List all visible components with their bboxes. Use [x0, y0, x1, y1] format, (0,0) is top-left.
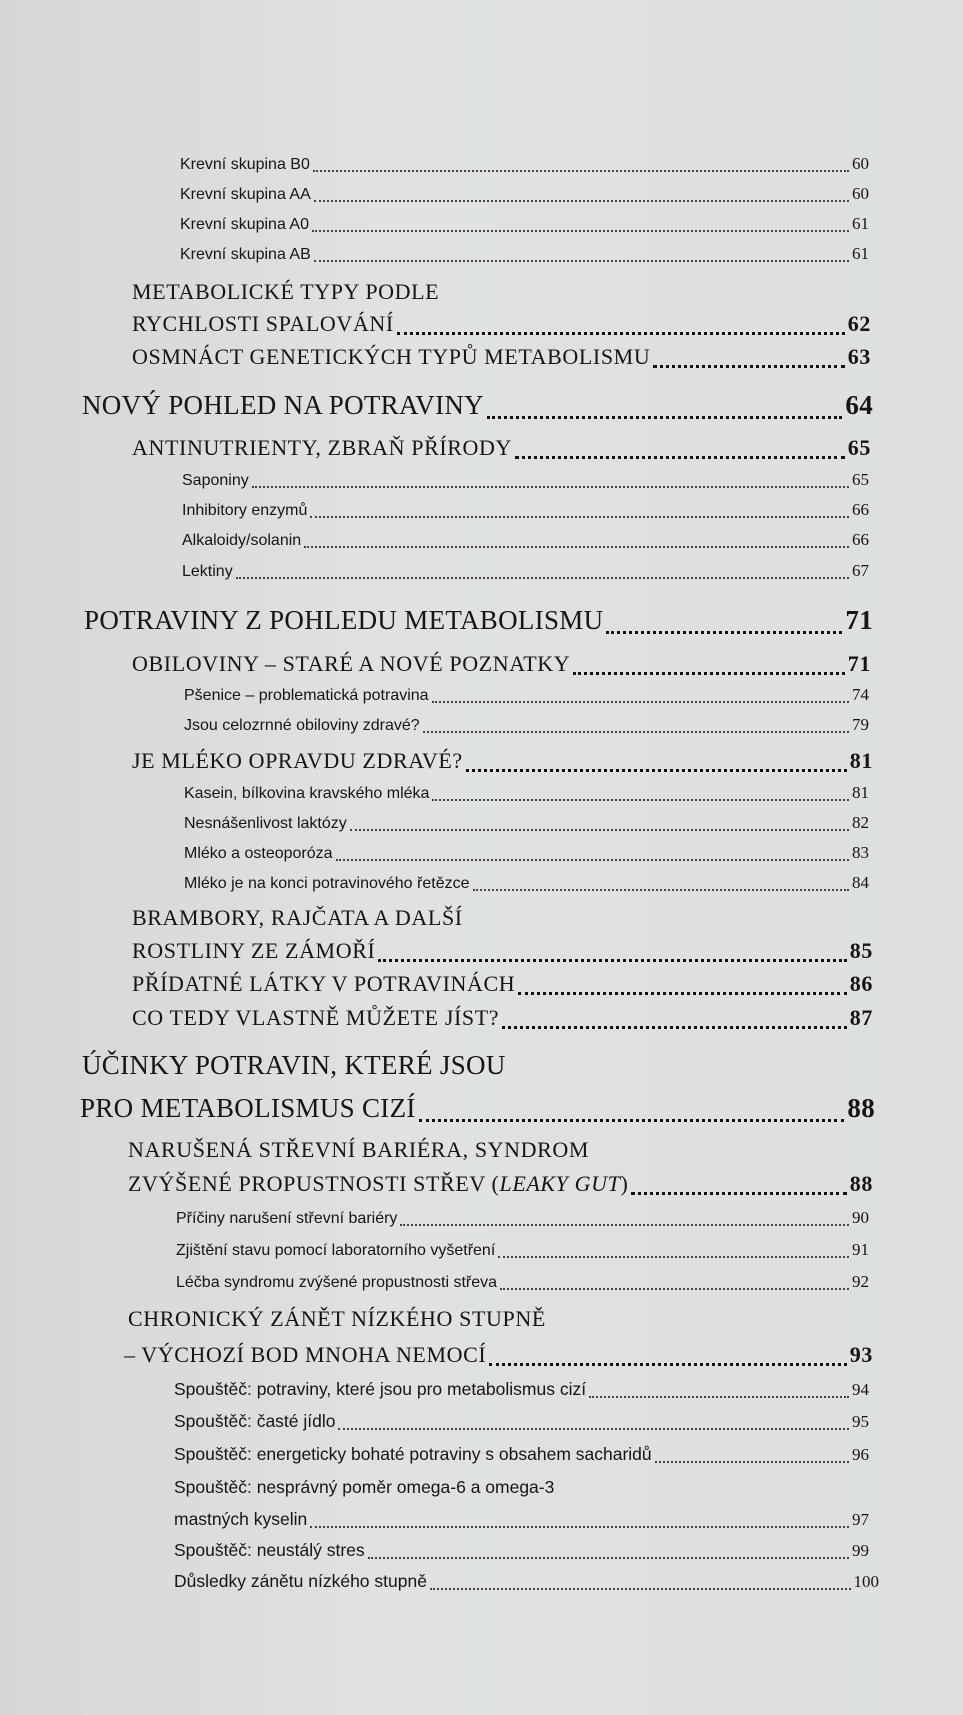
dot-leader: [368, 1545, 849, 1559]
toc-entry-title: Krevní skupina A0: [180, 216, 309, 233]
dot-leader: [313, 159, 849, 172]
toc-entry-page: 100: [853, 1572, 879, 1591]
toc-entry-title: OSMNÁCT GENETICKÝCH TYPŮ METABOLISMU: [132, 344, 651, 369]
toc-entry: [132, 344, 871, 370]
toc-entry-page: 74: [852, 685, 869, 704]
toc-entry-title: ROSTLINY ZE ZÁMOŘÍ: [132, 938, 376, 963]
toc-entry-title: ZVÝŠENÉ PROPUSTNOSTI STŘEV (LEAKY GUT): [128, 1171, 629, 1196]
dot-leader: [606, 612, 842, 634]
toc-entry: [124, 1342, 873, 1368]
toc-entry-page: 71: [847, 651, 871, 676]
toc-entry-title: Pšenice – problematická potravina: [184, 687, 429, 704]
toc-entry: [132, 938, 873, 964]
toc-entry-page: 93: [849, 1342, 873, 1367]
toc-entry-page: 64: [845, 390, 873, 420]
toc-entry-page: 85: [849, 938, 873, 963]
toc-entry-title: Kasein, bílkovina kravského mléka: [184, 785, 430, 802]
toc-entry-title: OBILOVINY – STARÉ A NOVÉ POZNATKY: [132, 651, 571, 676]
toc-entry: [182, 530, 869, 550]
toc-entry: [132, 435, 871, 461]
toc-entry-page: 91: [852, 1240, 869, 1259]
toc-entry-page: 81: [852, 783, 869, 802]
dot-leader: [378, 944, 846, 962]
toc-entry-title-line: Spouštěč: nesprávný poměr omega-6 a omega-3: [174, 1477, 555, 1497]
dot-leader: [500, 1277, 849, 1290]
toc-entry-title: Důsledky zánětu nízkého stupně: [174, 1571, 427, 1591]
dot-leader: [312, 219, 849, 232]
dot-leader: [350, 818, 849, 831]
toc-entry: [176, 1240, 869, 1260]
toc-entry: [132, 651, 871, 677]
dot-leader: [518, 977, 847, 995]
toc-entry: [180, 184, 869, 204]
toc-entry: [184, 813, 869, 833]
dot-leader: [314, 189, 849, 202]
toc-entry: [184, 685, 869, 705]
toc-entry-page: 87: [849, 1005, 873, 1030]
toc-entry-page: 96: [852, 1445, 869, 1464]
toc-entry: [182, 500, 869, 520]
toc-entry-title: NOVÝ POHLED NA POTRAVINY: [82, 390, 484, 420]
toc-entry-title-line: CHRONICKÝ ZÁNĚT NÍZKÉHO STUPNĚ: [128, 1306, 546, 1331]
toc-entry-title: JE MLÉKO OPRAVDU ZDRAVÉ?: [132, 748, 463, 773]
dot-leader: [236, 566, 849, 579]
toc-entry: [176, 1208, 869, 1228]
toc-entry-title: Krevní skupina AB: [180, 246, 311, 263]
dot-leader: [655, 1449, 849, 1463]
toc-entry-title: mastných kyselin: [174, 1509, 308, 1529]
dot-leader: [589, 1384, 849, 1398]
dot-leader: [336, 848, 849, 861]
toc-entry-title: Lektiny: [182, 563, 233, 580]
toc-entry: [184, 783, 869, 803]
toc-entry: [82, 390, 873, 421]
toc-entry-title: Saponiny: [182, 472, 249, 489]
dot-leader: [466, 754, 847, 772]
toc-entry-title-line: METABOLICKÉ TYPY PODLE: [132, 279, 440, 304]
toc-entry-title: PŘÍDATNÉ LÁTKY V POTRAVINÁCH: [132, 971, 516, 996]
toc-entry-page: 86: [849, 971, 873, 996]
toc-entry-page: 65: [852, 470, 869, 489]
dot-leader: [310, 1514, 849, 1528]
toc-entry-title: CO TEDY VLASTNĚ MŮŽETE JÍST?: [132, 1005, 500, 1030]
dot-leader: [502, 1011, 847, 1029]
toc-entry-title: Příčiny narušení střevní bariéry: [176, 1210, 398, 1227]
toc-entry-title: Krevní skupina B0: [180, 156, 310, 173]
toc-entry: [182, 470, 869, 490]
toc-entry: [80, 1093, 875, 1124]
toc-entry-page: 61: [852, 214, 869, 233]
toc-entry-title: RYCHLOSTI SPALOVÁNÍ: [132, 311, 394, 336]
dot-leader: [489, 1348, 846, 1366]
toc-entry: [132, 971, 873, 997]
toc-entry-title-line: BRAMBORY, RAJČATA A DALŠÍ: [132, 905, 463, 930]
toc-entry: [180, 154, 869, 174]
toc-entry-title: ANTINUTRIENTY, ZBRAŇ PŘÍRODY: [132, 435, 513, 460]
toc-entry-title: – VÝCHOZÍ BOD MNOHA NEMOCÍ: [124, 1342, 487, 1367]
dot-leader: [653, 350, 844, 368]
dot-leader: [310, 505, 849, 518]
toc-entry: [176, 1272, 869, 1292]
toc-entry: [174, 1444, 869, 1465]
toc-entry: [174, 1571, 879, 1592]
toc-entry: [128, 1171, 873, 1197]
toc-entry: [132, 748, 873, 774]
toc-entry-page: 63: [847, 344, 871, 369]
toc-entry: [132, 311, 871, 337]
dot-leader: [430, 1576, 851, 1590]
toc-entry-page: 84: [852, 873, 869, 892]
toc-entry: [174, 1509, 869, 1530]
toc-entry-title: Spouštěč: časté jídlo: [174, 1411, 336, 1431]
toc-entry-page: 60: [852, 154, 869, 173]
toc-entry: [182, 561, 869, 581]
toc-entry-page: 66: [852, 500, 869, 519]
toc-entry: [180, 244, 869, 264]
toc-entry-title: Inhibitory enzymů: [182, 502, 308, 519]
toc-entry-title: Mléko je na konci potravinového řetězce: [184, 875, 470, 892]
toc-entry-page: 90: [852, 1208, 869, 1227]
dot-leader: [314, 249, 849, 262]
toc-entry-title: Mléko a osteoporóza: [184, 845, 333, 862]
toc-entry: [180, 214, 869, 234]
toc-entry-page: 79: [852, 715, 869, 734]
toc-entry-title: Léčba syndromu zvýšené propustnosti střeva: [176, 1274, 498, 1291]
toc-entry-title-line: NARUŠENÁ STŘEVNÍ BARIÉRA, SYNDROM: [128, 1137, 590, 1162]
dot-leader: [252, 475, 849, 488]
dot-leader: [473, 878, 850, 891]
toc-entry: [184, 873, 869, 893]
dot-leader: [432, 788, 849, 801]
toc-entry: [174, 1411, 869, 1432]
toc-entry-page: 71: [845, 605, 873, 635]
leaky-gut-term: LEAKY GUT: [499, 1171, 621, 1196]
toc-entry-title-line: ÚČINKY POTRAVIN, KTERÉ JSOU: [82, 1050, 506, 1080]
dot-leader: [338, 1416, 849, 1430]
toc-entry-page: 60: [852, 184, 869, 203]
toc-entry-title: Jsou celozrnné obiloviny zdravé?: [184, 717, 420, 734]
toc-entry: [84, 605, 873, 636]
dot-leader: [631, 1177, 846, 1195]
dot-leader: [573, 657, 845, 675]
dot-leader: [515, 441, 845, 459]
toc-entry-page: 66: [852, 530, 869, 549]
toc-entry: [174, 1379, 869, 1400]
toc-entry-page: 83: [852, 843, 869, 862]
toc-entry-page: 88: [849, 1171, 873, 1196]
toc-entry-page: 97: [852, 1510, 869, 1529]
toc-entry-title: POTRAVINY Z POHLEDU METABOLISMU: [84, 605, 604, 635]
toc-entry-page: 61: [852, 244, 869, 263]
toc-entry: [174, 1540, 869, 1561]
toc-entry: [132, 1005, 873, 1031]
dot-leader: [423, 720, 849, 733]
toc-entry-title: Nesnášenlivost laktózy: [184, 815, 347, 832]
toc-entry-page: 62: [847, 311, 871, 336]
toc-entry-page: 88: [847, 1093, 875, 1123]
toc-entry-title: Spouštěč: neustálý stres: [174, 1540, 365, 1560]
toc-entry-title: Alkaloidy/solanin: [182, 532, 302, 549]
toc-entry-page: 67: [852, 561, 869, 580]
toc-entry-page: 92: [852, 1272, 869, 1291]
toc-entry-page: 95: [852, 1412, 869, 1431]
dot-leader: [419, 1100, 845, 1122]
toc-entry-page: 81: [849, 748, 873, 773]
dot-leader: [304, 535, 849, 548]
toc-entry-page: 99: [852, 1541, 869, 1560]
dot-leader: [498, 1245, 849, 1258]
toc-entry-page: 82: [852, 813, 869, 832]
toc-entry-title: Krevní skupina AA: [180, 186, 311, 203]
toc-entry: [184, 843, 869, 863]
dot-leader: [400, 1213, 849, 1226]
toc-entry-page: 94: [852, 1380, 869, 1399]
dot-leader: [397, 317, 845, 335]
toc-entry: [184, 715, 869, 735]
toc-entry-title: Spouštěč: potraviny, které jsou pro metabolismus cizí: [174, 1379, 587, 1399]
dot-leader: [432, 690, 849, 703]
toc-entry-page: 65: [847, 435, 871, 460]
dot-leader: [487, 397, 842, 419]
toc-entry-title: PRO METABOLISMUS CIZÍ: [80, 1093, 416, 1123]
toc-entry-title: Zjištění stavu pomocí laboratorního vyšetření: [176, 1242, 496, 1259]
toc-entry-title: Spouštěč: energeticky bohaté potraviny s obsahem sacharidů: [174, 1444, 652, 1464]
